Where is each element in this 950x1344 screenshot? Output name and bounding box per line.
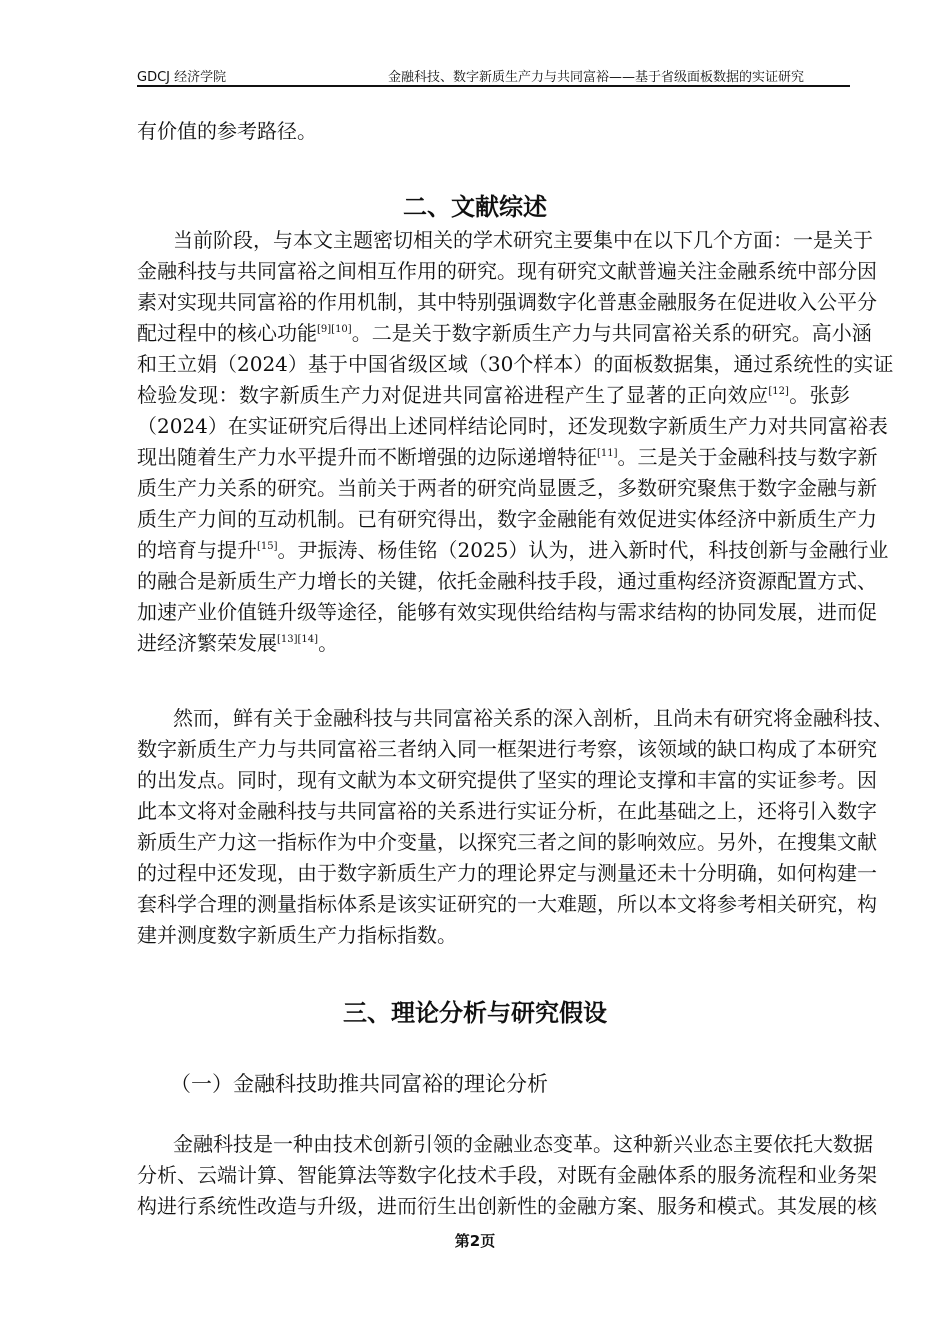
citation: [10]	[331, 324, 352, 335]
text-line: 数字新质生产力与共同富裕三者纳入同一框架进行考察，该领域的缺口构成了本研究	[137, 737, 877, 761]
header-left: GDCJ 经济学院	[137, 70, 227, 85]
text-line: 建并测度数字新质生产力指标指数。	[137, 923, 457, 947]
text-line: 质生产力关系的研究。当前关于两者的研究尚显匮乏，多数研究聚焦于数字金融与新	[137, 476, 877, 500]
text-line: 新质生产力这一指标作为中介变量，以探究三者之间的影响效应。另外，在搜集文献	[137, 830, 877, 854]
header-title: 金融科技、数字新质生产力与共同富裕——基于省级面板数据的实证研究	[387, 70, 804, 85]
text-line: 进经济繁荣发展[13][14]。	[137, 631, 339, 655]
text-line: 构进行系统性改造与升级，进而衍生出创新性的金融方案、服务和模式。其发展的核	[137, 1194, 877, 1218]
text-line: 套科学合理的测量指标体系是该实证研究的一大难题，所以本文将参考相关研究，构	[137, 892, 877, 916]
text-line: 有价值的参考路径。	[137, 119, 317, 143]
text-line: （2024）在实证研究后得出上述同样结论同时，还发现数字新质生产力对共同富裕表	[137, 414, 888, 438]
citation: [14]	[297, 634, 319, 645]
paragraph	[137, 1129, 877, 1222]
text-line: 和王立娟（2024）基于中国省级区域（30个样本）的面板数据集，通过系统性的实证	[137, 352, 894, 376]
citation: [9]	[317, 324, 332, 335]
text-line: 的培育与提升[15]。尹振涛、杨佳铭（2025）认为，进入新时代，科技创新与金融行业	[137, 538, 889, 562]
header-rule	[137, 85, 850, 87]
text-line: 质生产力间的互动机制。已有研究得出，数字金融能有效促进实体经济中新质生产力	[137, 507, 877, 531]
text-line: 金融科技与共同富裕之间相互作用的研究。现有研究文献普遍关注金融系统中部分因	[137, 259, 877, 283]
text-line: 素对实现共同富裕的作用机制，其中特别强调数字化普惠金融服务在促进收入公平分	[137, 290, 877, 314]
running-header	[137, 66, 850, 86]
carry-over-paragraph	[137, 116, 850, 147]
text-line: 此本文将对金融科技与共同富裕的关系进行实证分析，在此基础之上，还将引入数字	[137, 799, 877, 823]
citation: [12]	[768, 386, 789, 397]
subsection-heading: （一）金融科技助推共同富裕的理论分析	[170, 1072, 548, 1096]
citation: [11]	[597, 448, 618, 459]
text-line: 现出随着生产力水平提升而不断增强的边际递增特征[11]。三是关于金融科技与数字新	[137, 445, 878, 469]
text-line: 当前阶段，与本文主题密切相关的学术研究主要集中在以下几个方面：一是关于	[173, 228, 873, 252]
text-line: 检验发现：数字新质生产力对促进共同富裕进程产生了显著的正向效应[12]。张彭	[137, 383, 851, 407]
citation: [15]	[257, 541, 278, 552]
text-line: 加速产业价值链升级等途径，能够有效实现供给结构与需求结构的协同发展，进而促	[137, 600, 877, 624]
paragraph	[137, 225, 894, 659]
section-heading-theory: 三、理论分析与研究假设	[343, 999, 607, 1027]
section-heading-literature-review: 二、文献综述	[403, 193, 547, 221]
paragraph	[137, 703, 893, 951]
text-line: 的过程中还发现，由于数字新质生产力的理论界定与测量还未十分明确，如何构建一	[137, 861, 877, 885]
text-line: 的出发点。同时，现有文献为本文研究提供了坚实的理论支撑和丰富的实证参考。因	[137, 768, 877, 792]
text-line: 的融合是新质生产力增长的关键，依托金融科技手段，通过重构经济资源配置方式、	[137, 569, 877, 593]
text-line: 配过程中的核心功能[9][10]。二是关于数字新质生产力与共同富裕关系的研究。高小涵	[137, 321, 872, 345]
text-line: 金融科技是一种由技术创新引领的金融业态变革。这种新兴业态主要依托大数据	[173, 1132, 873, 1156]
page-number: 第2页	[454, 1232, 496, 1250]
text-line: 分析、云端计算、智能算法等数字化技术手段，对既有金融体系的服务流程和业务架	[137, 1163, 877, 1187]
text-line: 然而，鲜有关于金融科技与共同富裕关系的深入剖析，且尚未有研究将金融科技、	[173, 706, 893, 730]
citation: [13]	[277, 634, 298, 645]
